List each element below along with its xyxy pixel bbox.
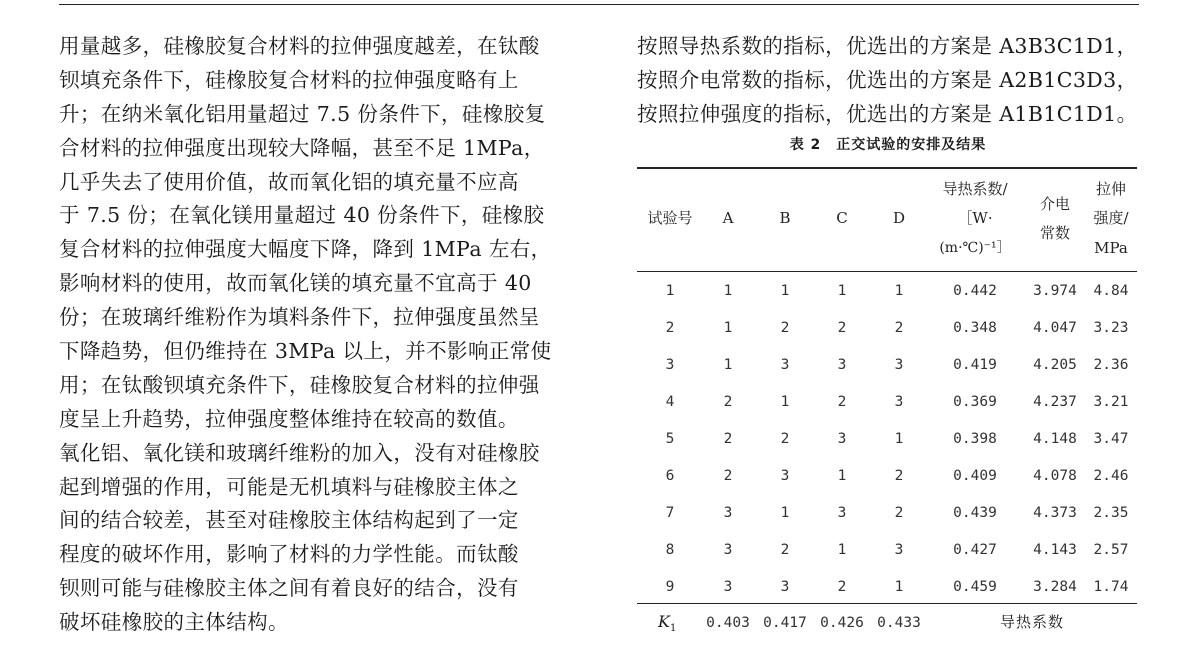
body-text-line: 复合材料的拉伸强度大幅度下降，降到 1MPa 左右， [59,237,552,262]
cell-dielectric-constant: 4.237 [1033,394,1077,410]
body-text-line: 钡填充条件下，硅橡胶复合材料的拉伸强度略有上 [59,67,519,92]
cell-dielectric-constant: 4.205 [1033,357,1077,373]
cell-a: 1 [723,283,733,299]
body-text-line: 破坏硅橡胶的主体结构。 [59,610,289,635]
cell-dielectric-constant: 4.143 [1033,542,1077,558]
body-text-line: 合材料的拉伸强度出现较大降幅，甚至不足 1MPa， [59,135,545,160]
cell-tensile-strength: 2.46 [1093,468,1129,484]
cell-thermal-conductivity: 0.427 [953,542,997,558]
cell-c: 1 [837,468,847,484]
cell-trial: 9 [665,579,675,595]
cell-c: 2 [837,394,847,410]
body-text-line: 于 7.5 份；在氧化镁用量超过 40 份条件下，硅橡胶 [59,203,545,228]
cell-a: 3 [723,505,733,521]
cell-a: 2 [723,468,733,484]
table-caption: 表 2 正交试验的安排及结果 [789,137,987,153]
body-text-line: 氧化铝、氧化镁和玻璃纤维粉的加入，没有对硅橡胶 [59,440,540,465]
cell-a: 1 [723,357,733,373]
k-row-label [658,612,676,639]
cell-dielectric-constant: 4.047 [1033,320,1077,336]
cell-thermal-conductivity: 0.459 [953,579,997,595]
scheme-text-line: 按照拉伸强度的指标，优选出的方案是 A1B1C1D1。 [637,101,1138,126]
cell-d: 2 [894,505,904,521]
header-thermal-conductivity-line2: ［W· [957,209,993,227]
table-bottom-rule [637,603,1137,604]
cell-tensile-strength: 1.74 [1093,579,1129,595]
cell-thermal-conductivity: 0.419 [953,357,997,373]
cell-tensile-strength: 3.47 [1093,431,1129,447]
cell-c: 2 [837,320,847,336]
cell-d: 3 [894,394,904,410]
right-column-text [637,30,1139,132]
header-thermal-conductivity-line1: 导热系数/ [942,180,1008,198]
cell-b: 1 [780,394,790,410]
cell-b: 2 [780,431,790,447]
cell-c: 3 [837,505,847,521]
cell-trial: 5 [665,431,675,447]
cell-thermal-conductivity: 0.442 [953,283,997,299]
cell-c: 2 [837,579,847,595]
header-tensile-line3: MPa [1094,239,1128,257]
body-text-line: 下降趋势，但仍维持在 3MPa 以上，并不影响正常使 [59,339,552,364]
k-value-c: 0.426 [820,615,864,631]
cell-c: 3 [837,357,847,373]
cell-tensile-strength: 2.35 [1093,505,1129,521]
cell-a: 1 [723,320,733,336]
scheme-text-line: 按照导热系数的指标，优选出的方案是 A3B3C1D1， [637,34,1138,58]
cell-d: 2 [894,320,904,336]
header-b: B [779,209,791,227]
cell-thermal-conductivity: 0.369 [953,394,997,410]
cell-b: 3 [780,357,790,373]
cell-d: 1 [894,579,904,595]
header-c: C [836,209,848,227]
scheme-text-line: 按照介电常数的指标，优选出的方案是 A2B1C3D3， [637,67,1138,92]
k-row-letter: K [658,612,670,631]
body-text-line: 度呈上升趋势，拉伸强度整体维持在较高的数值。 [59,406,519,431]
body-text-line: 钡则可能与硅橡胶主体之间有着良好的结合，没有 [59,576,519,601]
k-row-indicator-name: 导热系数 [1000,613,1065,631]
cell-thermal-conductivity: 0.348 [953,320,997,336]
cell-trial: 6 [665,468,675,484]
header-d: D [892,209,906,227]
k-value-a: 0.403 [706,615,750,631]
cell-a: 2 [723,431,733,447]
header-tensile-line2: 强度/ [1093,209,1129,227]
cell-thermal-conductivity: 0.398 [953,431,997,447]
cell-a: 3 [723,579,733,595]
cell-a: 2 [723,394,733,410]
body-text-line: 几乎失去了使用价值，故而氧化铝的填充量不应高 [59,169,519,194]
table-header-rule [637,271,1137,272]
cell-b: 3 [780,579,790,595]
cell-d: 2 [894,468,904,484]
body-text-line: 用；在钛酸钡填充条件下，硅橡胶复合材料的拉伸强 [59,372,540,397]
cell-tensile-strength: 3.23 [1093,320,1129,336]
cell-a: 3 [723,542,733,558]
table-top-rule [637,167,1137,169]
cell-dielectric-constant: 4.373 [1033,505,1077,521]
cell-b: 3 [780,468,790,484]
cell-trial: 3 [665,357,675,373]
cell-thermal-conductivity: 0.439 [953,505,997,521]
cell-tensile-strength: 2.36 [1093,357,1129,373]
cell-tensile-strength: 2.57 [1093,542,1129,558]
cell-trial: 4 [665,394,675,410]
cell-c: 1 [837,542,847,558]
body-text-line: 份；在玻璃纤维粉作为填料条件下，拉伸强度虽然呈 [59,305,540,330]
cell-dielectric-constant: 4.078 [1033,468,1077,484]
cell-d: 1 [894,283,904,299]
body-text-line: 影响材料的使用，故而氧化镁的填充量不宜高于 40 [59,271,532,296]
header-trial: 试验号 [647,209,693,227]
cell-c: 3 [837,431,847,447]
cell-b: 2 [780,542,790,558]
body-text-line: 程度的破坏作用，影响了材料的力学性能。而钛酸 [59,542,519,567]
k-value-b: 0.417 [763,615,807,631]
cell-trial: 1 [665,283,675,299]
cell-trial: 2 [665,320,675,336]
header-a: A [722,209,734,227]
cell-d: 3 [894,542,904,558]
cell-dielectric-constant: 3.284 [1033,579,1077,595]
body-text-line: 起到增强的作用，可能是无机填料与硅橡胶主体之 [59,474,519,499]
cell-b: 1 [780,505,790,521]
cell-b: 2 [780,320,790,336]
body-text-line: 用量越多，硅橡胶复合材料的拉伸强度越差，在钛酸 [59,34,540,58]
body-text-line: 升；在纳米氧化铝用量超过 7.5 份条件下，硅橡胶复 [59,101,546,126]
body-text-line: 间的结合较差，甚至对硅橡胶主体结构起到了一定 [59,508,519,533]
cell-dielectric-constant: 4.148 [1033,431,1077,447]
k-row-subscript: 1 [669,623,677,635]
page-top-rule [59,4,1139,5]
cell-trial: 8 [665,542,675,558]
cell-c: 1 [837,283,847,299]
k-value-d: 0.433 [877,615,921,631]
header-dielectric-line1: 介电 [1039,195,1070,213]
left-column-text [59,30,565,640]
cell-b: 1 [780,283,790,299]
cell-d: 3 [894,357,904,373]
cell-dielectric-constant: 3.974 [1033,283,1077,299]
cell-d: 1 [894,431,904,447]
cell-thermal-conductivity: 0.409 [953,468,997,484]
cell-trial: 7 [665,505,675,521]
header-tensile-line1: 拉伸 [1095,180,1126,198]
cell-tensile-strength: 3.21 [1093,394,1129,410]
header-dielectric-line2: 常数 [1039,224,1070,242]
cell-tensile-strength: 4.84 [1093,283,1129,299]
header-thermal-conductivity-line3: (m·℃)⁻¹］ [939,240,1011,256]
